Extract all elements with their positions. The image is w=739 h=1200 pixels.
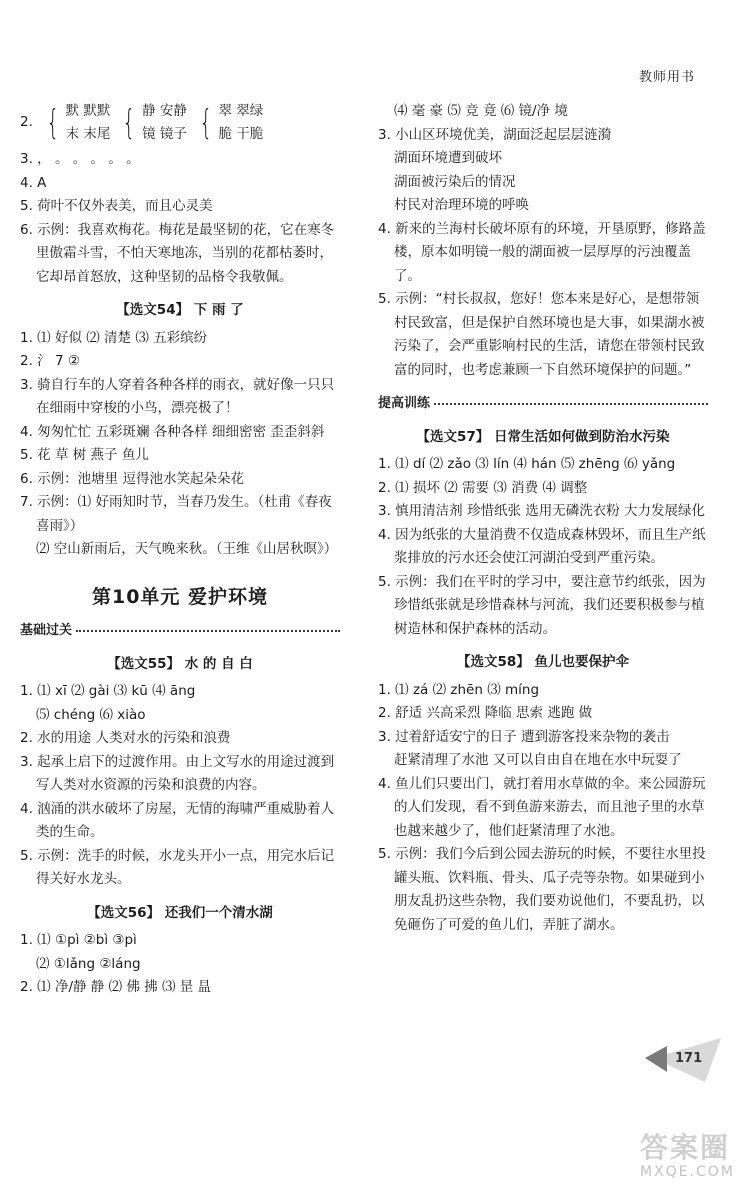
answer-line: 1. ⑴ dí ⑵ zǎo ⑶ lín ⑷ hán ⑸ zhēng ⑹ yǎng — [378, 456, 676, 472]
section-title-56: 【选文56】 还我们一个清水湖 — [87, 904, 273, 921]
answer-line: 1. ⑴ 好似 ⑵ 清楚 ⑶ 五彩缤纷 — [20, 329, 208, 346]
bar-label: 提高训练 — [378, 396, 431, 411]
group-line: 默 默默 — [65, 103, 111, 119]
page-number: 171 — [675, 1051, 703, 1066]
answer-line: 赶紧清理了水池 又可以自由自在地在水中玩耍了 — [394, 752, 682, 768]
answer-paragraph: 4. 新来的兰海村长破坏原有的环境，开垦原野，修路盖楼，原本如明镜一般的湖面被一层厚厚的污浊覆盖了。 — [378, 220, 706, 284]
answer-line: 1. ⑴ zá ⑵ zhēn ⑶ míng — [378, 681, 540, 698]
group-line: 静 安静 — [142, 103, 187, 119]
watermark-logo: 答案圈 — [640, 1131, 731, 1164]
answer-line: ⑵ 空山新雨后，天气晚来秋。（王维《山居秋暝》） — [36, 541, 338, 557]
watermark-site: MXQE.COM — [640, 1164, 735, 1180]
answer-line: 3. 过着舒适安宁的日子 遭到游客投来杂物的袭击 — [378, 728, 670, 745]
left-brace-icon: { — [122, 103, 136, 143]
section-title-55: 【选文55】 水 的 自 白 — [107, 655, 253, 672]
answer-line: 1. ⑴ ①pì ②bì ③pì — [20, 932, 137, 948]
bar-label: 基础过关 — [20, 623, 73, 638]
page-header-title: 教师用书 — [638, 70, 695, 85]
question-2-brace-groups — [20, 100, 340, 146]
answer-line: 湖面环境遭到破坏 — [394, 150, 502, 166]
answer-line: 1. ⑴ xī ⑵ gài ⑶ kū ⑷ āng — [20, 683, 196, 699]
question-number: 2. — [20, 114, 33, 131]
answer-line: 3. ， 。 。 。 。 。 — [20, 151, 140, 167]
answer-paragraph: 4. 匆匆忙忙 五彩斑斓 各种各样 细细密密 歪歪斜斜 — [20, 423, 325, 440]
group-line: 翠 翠绿 — [218, 103, 264, 119]
answer-paragraph: 3. 起承上启下的过渡作用。由上文写水的用途过渡到写人类对水资源的污染和浪费的内容。 — [20, 753, 335, 793]
section-title-54: 【选文54】 下 雨 了 — [116, 302, 244, 318]
answer-line: ⑷ 毫 豪 ⑸ 竞 竟 ⑹ 镜/净 境 — [394, 103, 568, 119]
left-column — [20, 100, 340, 1000]
answer-line: 3. 小山区环境优美，湖面泛起层层涟漪 — [378, 126, 612, 143]
improve-training-bar — [378, 392, 708, 416]
answer-line: ⑸ chéng ⑹ xiào — [36, 706, 146, 723]
answer-line: 2. 氵 7 ② — [20, 353, 80, 369]
answer-line: 2. 舒适 兴高采烈 降临 思索 逃跑 做 — [378, 705, 593, 721]
answer-line: 湖面被污染后的情况 — [394, 173, 516, 190]
basic-practice-bar — [20, 619, 340, 643]
answer-line: 6. 示例：池塘里 逗得池水笑起朵朵花 — [20, 470, 244, 487]
answer-line: 4. A — [20, 174, 47, 191]
section-title-58: 【选文58】 鱼儿也要保护伞 — [457, 654, 629, 670]
answer-line: 2. ⑴ 净/静 静 ⑵ 佛 拂 ⑶ 昰 昷 — [20, 979, 212, 995]
watermark — [640, 1131, 735, 1188]
answer-paragraph: 4. 因为纸张的大量消费不仅造成森林毁坏，而且生产纸浆排放的污水还会使江河湖泊受到严重污染。 — [378, 526, 706, 566]
answer-paragraph: 6. 示例：我喜欢梅花。梅花是最坚韧的花，它在寒冬里傲霜斗雪，不怕天寒地冻，当别的花都枯萎时，它却昂首怒放，这种坚韧的品格令我敬佩。 — [20, 221, 335, 285]
answer-line: 村民对治理环境的呼唤 — [394, 197, 529, 213]
answer-line: ⑵ ①lǎng ②láng — [36, 955, 141, 972]
left-brace-icon: { — [199, 103, 213, 143]
answer-line: 5. 花 草 树 燕子 鱼儿 — [20, 447, 149, 463]
brace-group-2 — [142, 100, 187, 146]
answer-paragraph: 3. 骑自行车的人穿着各种各样的雨衣，就好像一只只在细雨中穿梭的小鸟，漂亮极了！ — [20, 376, 335, 416]
answer-paragraph: 5. 示例：“村长叔叔，您好！您本来是好心，是想带领村民致富，但是保护自然环境也是大事，如果湖水被污染了，会严重影响村民的生活，请您在带领村民致富的同时，也考虑兼顾一下自然环境保护的问题。” — [378, 291, 705, 378]
answer-line: 2. ⑴ 损坏 ⑵ 需要 ⑶ 消费 ⑷ 调整 — [378, 479, 588, 496]
left-brace-icon: { — [46, 103, 60, 143]
answer-paragraph: 7. 示例：⑴ 好雨知时节，当春乃发生。（杜甫《春夜喜雨》） — [20, 494, 332, 534]
answer-line: 5. 荷叶不仅外表美，而且心灵美 — [20, 198, 213, 214]
answer-paragraph: 3. 慎用清洁剂 珍惜纸张 选用无磷洗衣粉 大力发展绿化 — [378, 503, 706, 519]
answer-paragraph: 5. 示例：我们今后到公园去游玩的时候，不要往水里投罐头瓶、饮料瓶、骨头、瓜子壳等杂物。如果碰到小朋友乱扔这些杂物，我们要劝说他们，不要乱扔，以免砸伤了可爱的鱼儿们，弄脏了湖水。 — [378, 846, 706, 933]
answer-line: 2. 水的用途 人类对水的污染和浪费 — [20, 730, 231, 746]
answer-paragraph: 4. 汹涌的洪水破坏了房屋，无情的海啸严重威胁着人类的生命。 — [20, 800, 335, 840]
group-line: 镜 镜子 — [142, 126, 187, 142]
answer-paragraph: 4. 鱼儿们只要出门，就打着用水草做的伞。来公园游玩的人们发现，看不到鱼游来游去，而且池子里的水草也越来越少了，他们赶紧清理了水池。 — [378, 775, 706, 839]
unit-title: 第10单元 爱护环境 — [91, 585, 269, 608]
dotted-divider — [434, 403, 708, 405]
answer-paragraph: 5. 示例：我们在平时的学习中，要注意节约纸张，因为珍惜纸张就是珍惜森林与河流，我们还要积极参与植树造林和保护森林的活动。 — [378, 573, 706, 637]
group-line: 末 末尾 — [65, 126, 111, 142]
page-number-badge — [645, 1032, 723, 1084]
brace-group-3 — [219, 100, 264, 146]
brace-group-1 — [66, 100, 111, 146]
right-column — [378, 100, 708, 937]
answer-paragraph: 5. 示例：洗手的时候，水龙头开小一点，用完水后记得关好水龙头。 — [20, 847, 335, 887]
group-line: 脆 干脆 — [218, 126, 264, 142]
dotted-divider — [76, 630, 340, 632]
section-title-57: 【选文57】 日常生活如何做到防治水污染 — [416, 428, 670, 445]
